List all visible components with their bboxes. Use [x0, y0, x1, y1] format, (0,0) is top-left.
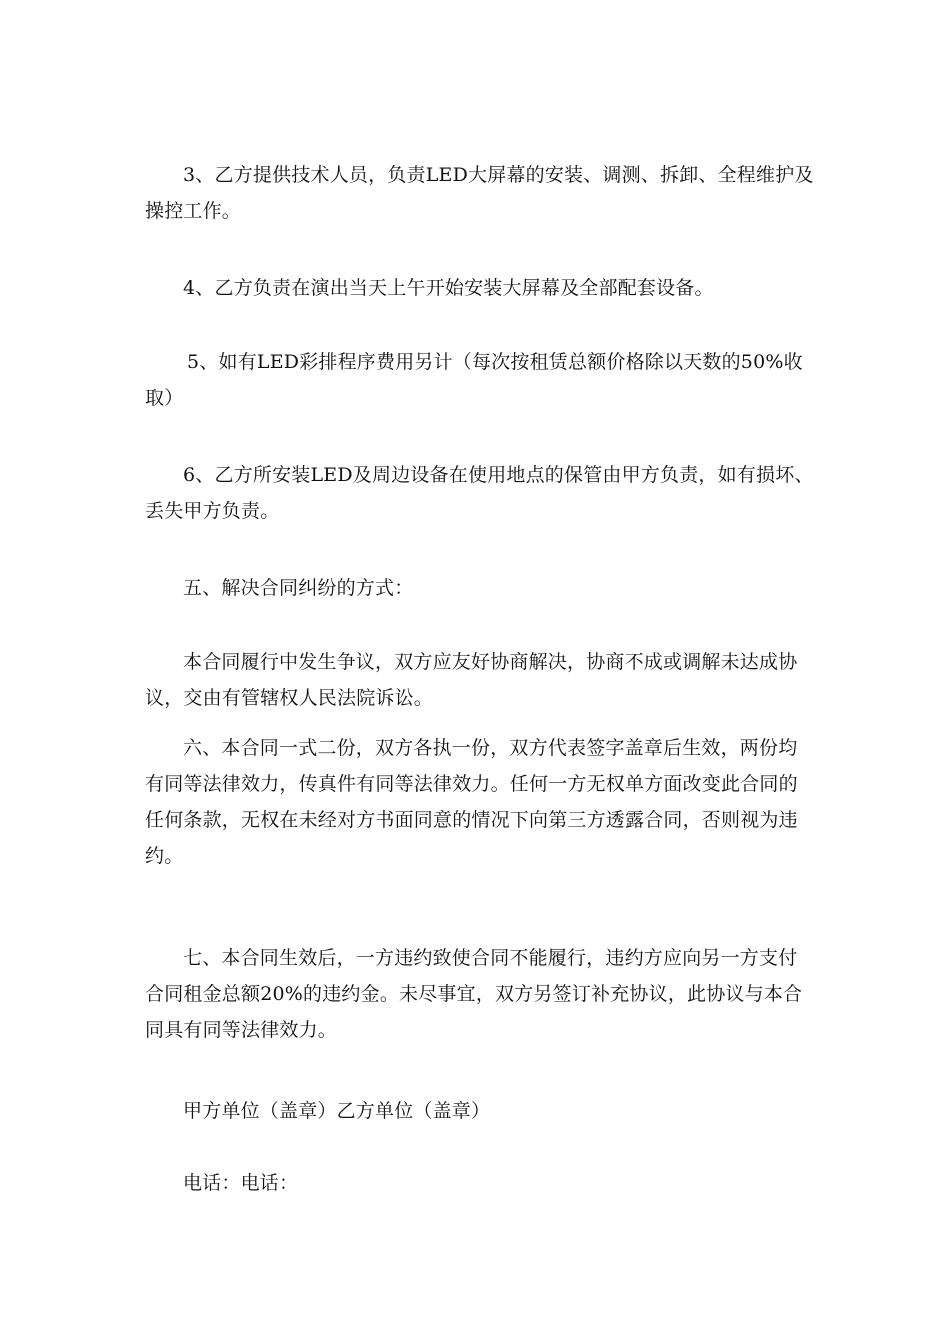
paragraph-line: 5、如有LED彩排程序费用另计（每次按租赁总额价格除以天数的50%收 — [187, 351, 803, 373]
section-7-paragraph — [145, 940, 813, 1048]
paragraph-line: 本合同履行中发生争议，双方应友好协商解决，协商不成或调解未达成协 — [183, 651, 798, 673]
paragraph-line: 操控工作。 — [145, 200, 242, 222]
paragraph-line: 任何条款，无权在未经对方书面同意的情况下向第三方透露合同，否则视为违 — [145, 809, 798, 831]
section-6-paragraph — [145, 730, 813, 874]
paragraph-line: 丢失甲方负责。 — [145, 500, 280, 522]
section-5-heading — [145, 570, 813, 606]
paragraph-line: 约。 — [145, 845, 184, 867]
clause-4-paragraph — [145, 270, 813, 306]
clause-5-paragraph — [145, 344, 813, 416]
paragraph-line: 七、本合同生效后，一方违约致使合同不能履行，违约方应向另一方支付 — [183, 947, 798, 969]
paragraph-line: 有同等法律效力，传真件有同等法律效力。任何一方无权单方面改变此合同的 — [145, 773, 798, 795]
paragraph-line: 6、乙方所安装LED及周边设备在使用地点的保管由甲方负责，如有损坏、 — [183, 464, 814, 486]
paragraph-line: 取） — [145, 387, 184, 409]
paragraph-line: 合同租金总额20%的违约金。未尽事宜，双方另签订补充协议，此协议与本合 — [145, 983, 803, 1005]
phone-line — [145, 1165, 813, 1201]
phone-text: 电话：电话： — [183, 1172, 299, 1194]
signature-line — [145, 1093, 813, 1129]
signature-text: 甲方单位（盖章）乙方单位（盖章） — [183, 1100, 491, 1122]
section-heading: 五、解决合同纠纷的方式： — [183, 577, 414, 599]
paragraph-line: 3、乙方提供技术人员，负责LED大屏幕的安装、调测、拆卸、全程维护及 — [183, 164, 814, 186]
clause-6-paragraph — [145, 457, 813, 529]
paragraph-line: 4、乙方负责在演出当天上午开始安装大屏幕及全部配套设备。 — [183, 277, 714, 299]
paragraph-line: 同具有同等法律效力。 — [145, 1019, 338, 1041]
paragraph-line: 六、本合同一式二份，双方各执一份，双方代表签字盖章后生效，两份均 — [183, 737, 798, 759]
dispute-resolution-paragraph — [145, 644, 813, 716]
paragraph-line: 议，交由有管辖权人民法院诉讼。 — [145, 687, 434, 709]
clause-3-paragraph — [145, 157, 813, 229]
